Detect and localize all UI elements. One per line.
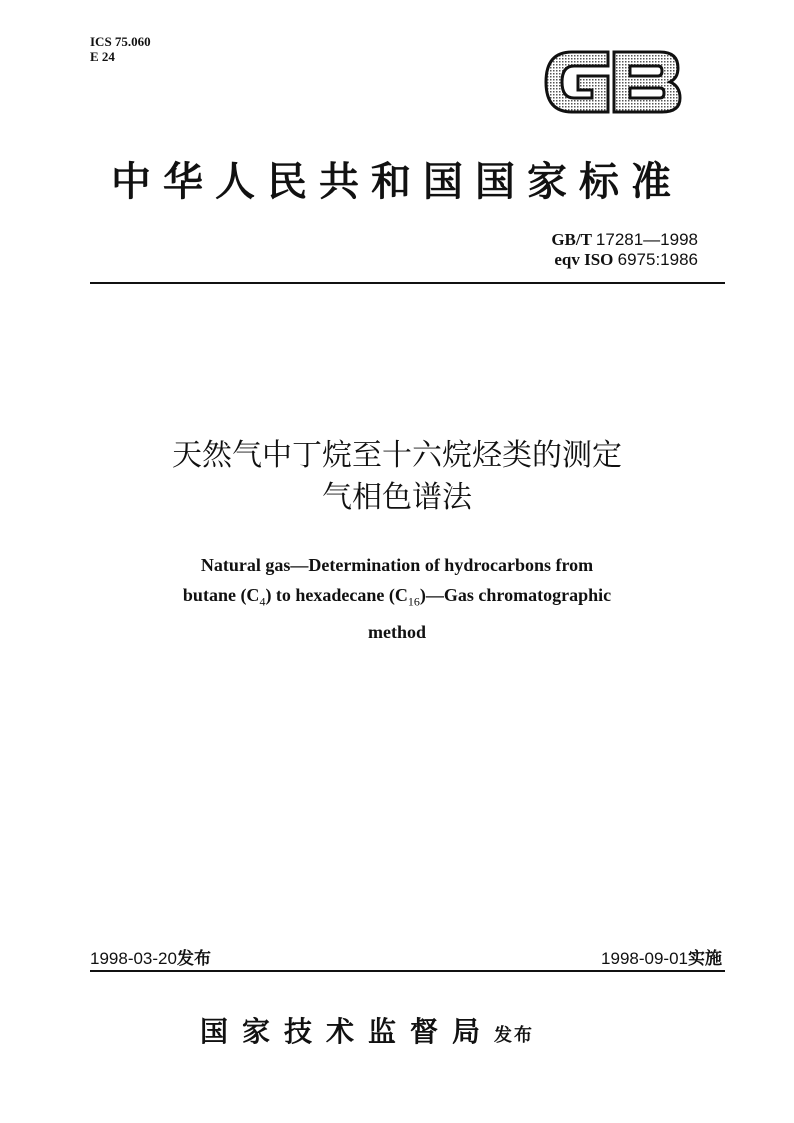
- english-title-part-a: butane (C: [182, 585, 260, 605]
- eqv-code: [551, 250, 698, 270]
- classification-codes: [90, 34, 151, 64]
- standard-title: 中华人民共和国国家标准: [111, 158, 683, 205]
- eqv-code-prefix: eqv ISO: [554, 250, 614, 269]
- standard-codes: [551, 230, 698, 270]
- english-title-line1: Natural gas—Determination of hydrocarbons from: [200, 555, 594, 575]
- issue-date: [90, 944, 211, 969]
- gb-code-prefix: GB/T: [551, 230, 592, 249]
- gb-code: [551, 230, 698, 250]
- gb-logo-icon: [538, 46, 684, 118]
- implementation-date-label: 实施: [688, 949, 722, 968]
- subscript-16: 16: [407, 594, 420, 609]
- header-divider: [90, 282, 725, 284]
- publisher-name: 国家技术监督局: [200, 1015, 495, 1048]
- gb-code-number: 17281—1998: [595, 230, 698, 249]
- eqv-code-number: 6975:1986: [617, 250, 698, 269]
- implementation-date: [601, 944, 722, 969]
- english-title-part-b: ) to hexadecane (C: [265, 585, 408, 605]
- publisher: [200, 1010, 534, 1050]
- chinese-title-line2: 气相色谱法: [322, 480, 472, 515]
- gb-logo: [538, 46, 684, 118]
- english-title-line3: method: [368, 621, 426, 642]
- issue-date-label: 发布: [176, 949, 211, 968]
- issue-date-value: 1998-03-20: [90, 949, 177, 968]
- chinese-title-line1: 天然气中丁烷至十六烷烃类的测定: [172, 438, 622, 473]
- footer-divider: [90, 970, 725, 972]
- implementation-date-value: 1998-09-01: [601, 949, 688, 968]
- subscript-4: 4: [259, 594, 266, 609]
- english-title: [100, 550, 694, 647]
- english-title-part-c: )—Gas chromatographic: [419, 585, 612, 605]
- publisher-suffix: 发布: [494, 1025, 535, 1046]
- chinese-title: [60, 435, 734, 519]
- ccs-code: E 24: [90, 49, 115, 64]
- english-title-line2: [100, 580, 694, 617]
- ics-code: ICS 75.060: [90, 34, 151, 49]
